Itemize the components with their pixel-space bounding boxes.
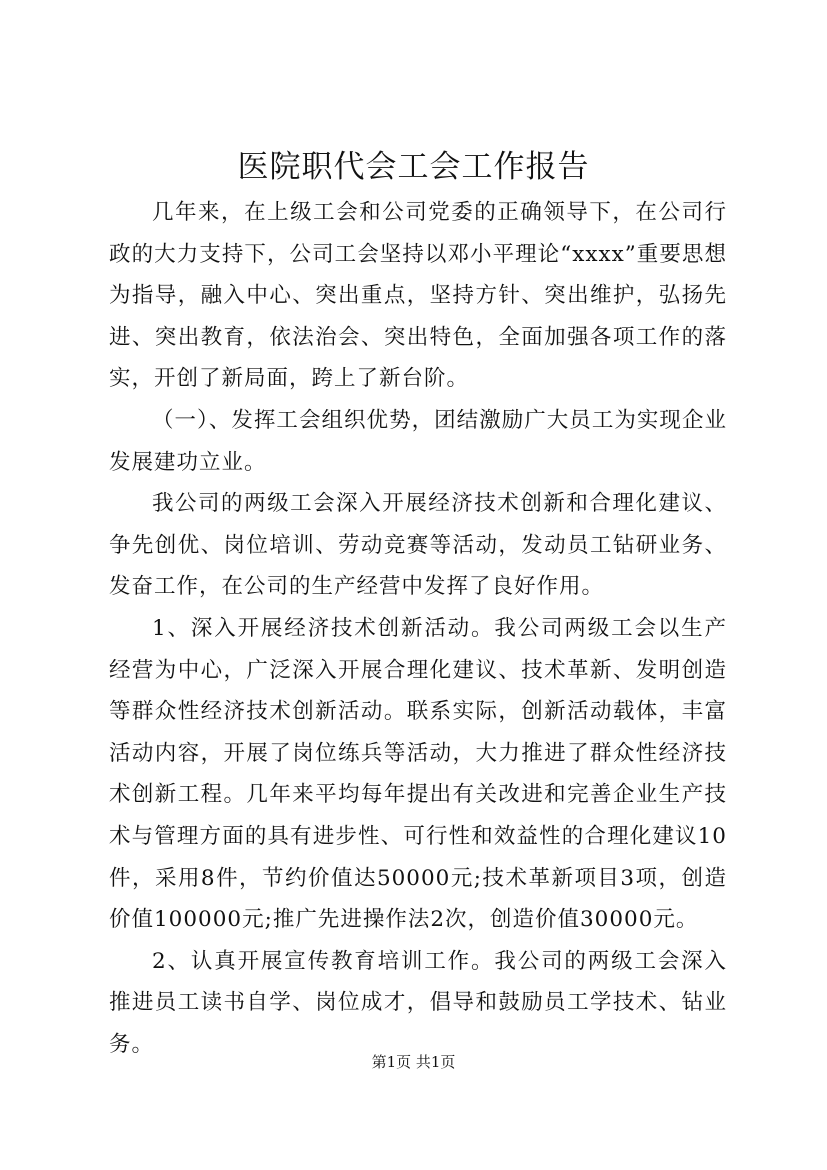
document-body	[109, 192, 727, 1065]
paragraph-item-1: 1、深入开展经济技术创新活动。我公司两级工会以生产经营为中心，广泛深入开展合理化建议、技术革新、发明创造等群众性经济技术创新活动。联系实际，创新活动载体，丰富活动内容，开展了岗位练兵等活动，大力推进了群众性经济技术创新工程。几年来平均每年提出有关改进和完善企业生产技术与管理方面的具有进步性、可行性和效益性的合理化建议10件，采用8件，节约价值达50000元;技术革新项目3项，创造价值100000元;推广先进操作法2次，创造价值30000元。	[109, 615, 727, 933]
document-title: 医院职代会工会工作报告	[237, 149, 590, 185]
paragraph-union-activities: 我公司的两级工会深入开展经济技术创新和合理化建议、争先创优、岗位培训、劳动竞赛等活动，发动员工钻研业务、发奋工作，在公司的生产经营中发挥了良好作用。	[109, 491, 727, 600]
paragraph-item-2: 2、认真开展宣传教育培训工作。我公司的两级工会深入推进员工读书自学、岗位成才，倡导和鼓励员工学技术、钻业务。	[109, 948, 727, 1057]
paragraph-section-heading: （一）、发挥工会组织优势，团结激励广大员工为实现企业发展建功立业。	[109, 407, 727, 475]
paragraph-intro: 几年来，在上级工会和公司党委的正确领导下，在公司行政的大力支持下，公司工会坚持以邓小平理论“xxxx”重要思想为指导，融入中心、突出重点，坚持方针、突出维护，弘扬先进、突出教育，依法治会、突出特色，全面加强各项工作的落实，开创了新局面，跨上了新台阶。	[109, 200, 727, 392]
page-footer: 第1页 共1页	[371, 1053, 456, 1071]
